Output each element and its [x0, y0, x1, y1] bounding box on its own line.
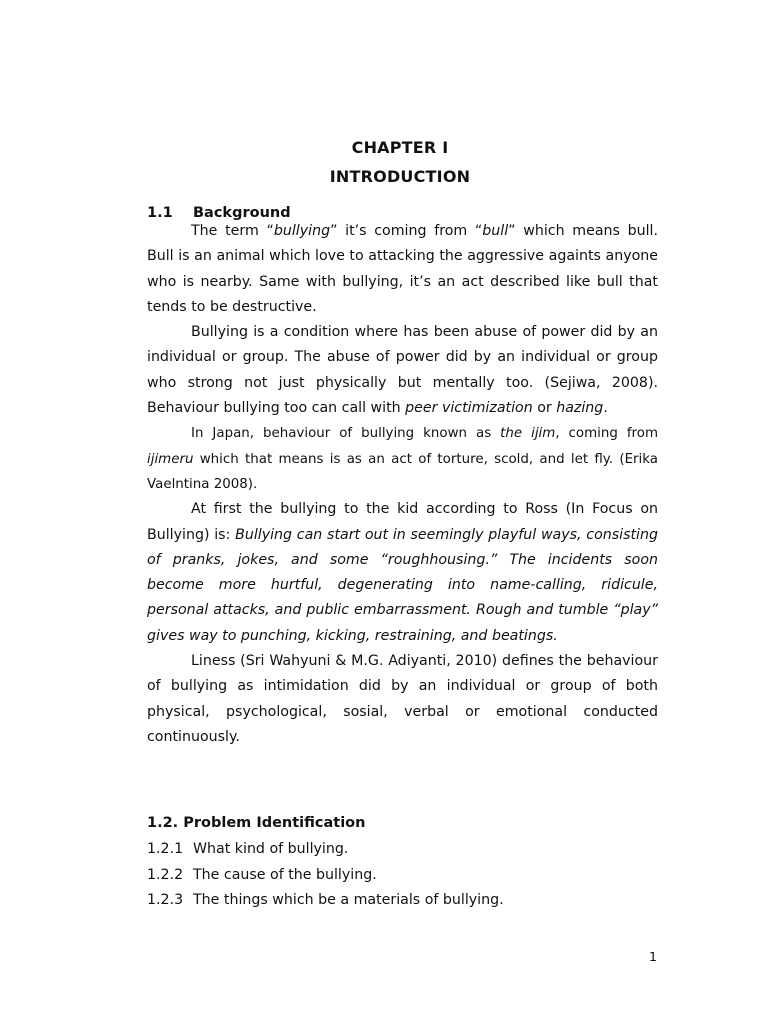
italic-run: Bullying can start out in seemingly playful ways, consisting of pranks, jokes, and some “roughhousing.” The incidents soon become more hurtful, degenerating into name-calling, ridicule, personal attacks, and public embarrassment. Rough and tumble “play” gives way to punching, kicking, restraining, and beatings.	[147, 526, 658, 644]
list-item-text: The cause of the bullying.	[193, 866, 377, 883]
list-item	[147, 837, 667, 863]
list-item-number: 1.2.2	[147, 866, 184, 883]
text-run: In Japan, behaviour of bullying known as	[191, 426, 501, 442]
list-item	[147, 863, 667, 889]
italic-run: peer victimization	[405, 400, 533, 417]
text-run: which that means is as an act of torture, scold, and let fly. (Erika Vaelntina 2008).	[147, 451, 658, 492]
text-run: Bullying is a condition where has been abuse of power did by an individual or group. The abuse of power did by an individual or group who strong not just physically but mentally too. (Sejiwa, 2008). Behaviour bullying too can call with	[147, 324, 658, 417]
text-run: The term “	[191, 223, 274, 239]
italic-run: bullying	[273, 223, 331, 239]
text-run: At first the bullying to the kid according to Ross (In Focus on Bullying) is:	[147, 501, 658, 543]
list-item-text: The things which be a materials of bullying.	[193, 892, 504, 908]
section-number: 1.1	[147, 205, 173, 221]
page-number: 1	[649, 949, 657, 964]
list-item-text: What kind of bullying.	[193, 841, 349, 857]
text-run: ” which means bull. Bull is an animal which love to attacking the aggressive againts anyone who is nearby. Same with bullying, it’s an act described like bull that tends to be destructive.	[147, 223, 658, 315]
italic-run: ijimeru	[147, 451, 194, 467]
text-run: .	[603, 400, 608, 417]
list-item-number: 1.2.1	[147, 841, 184, 857]
paragraph-term-bullying	[147, 219, 658, 320]
chapter-title: INTRODUCTION	[329, 167, 471, 186]
background-body	[147, 219, 658, 750]
text-run: ” it’s coming from “	[330, 223, 483, 239]
italic-run: bull	[482, 223, 509, 239]
text-run: , coming from	[555, 426, 658, 442]
paragraph-liness: Liness (Sri Wahyuni & M.G. Adiyanti, 2010) defines the behaviour of bullying as intimidation did by an individual or group of both physical, psychological, sosial, verbal or emotional conducted continuously.	[147, 653, 658, 745]
section-1-2-heading: 1.2. Problem Identification	[147, 815, 366, 831]
italic-run: the ijim	[500, 426, 556, 442]
paragraph-japan	[147, 421, 658, 497]
list-item-number: 1.2.3	[147, 892, 184, 908]
italic-run: hazing	[556, 400, 604, 417]
list-item	[147, 888, 667, 914]
paragraph-bullying-condition	[147, 320, 658, 421]
paragraph-ross-quote	[147, 497, 658, 649]
problem-identification-list	[147, 837, 667, 914]
section-title-text: Background	[193, 205, 291, 221]
chapter-heading: CHAPTER I	[351, 138, 449, 157]
text-run: or	[532, 400, 557, 417]
